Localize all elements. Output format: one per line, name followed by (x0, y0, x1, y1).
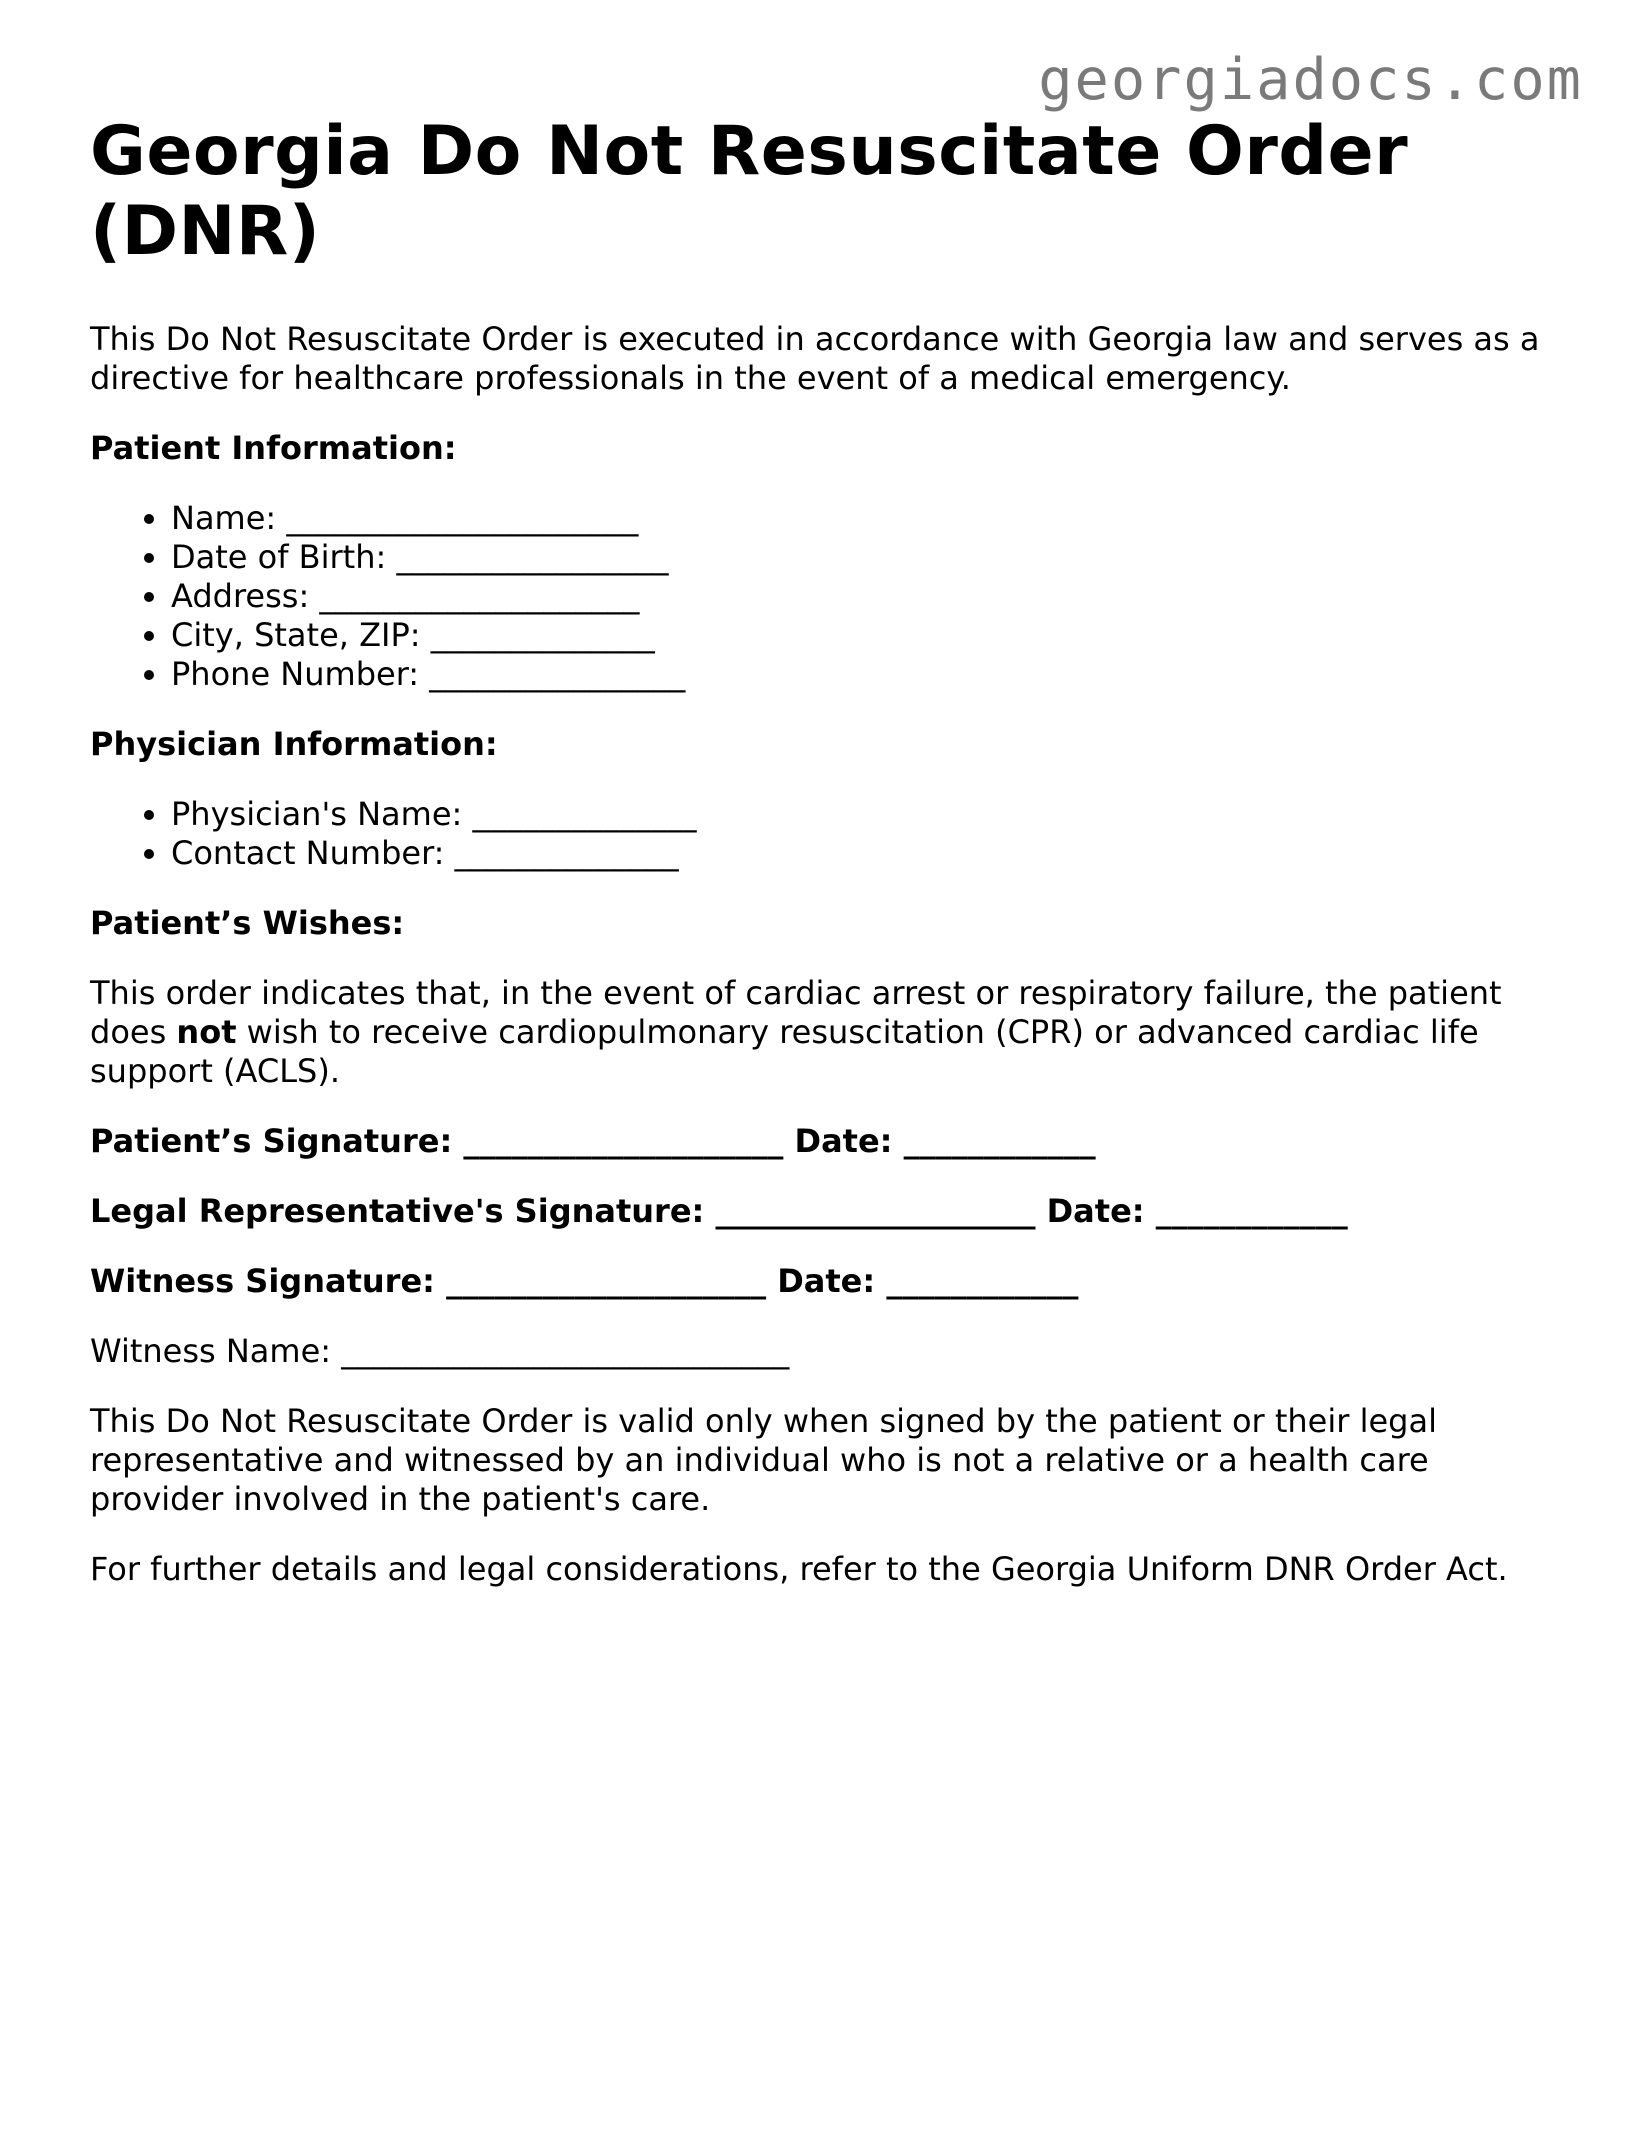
patient-info-heading: Patient Information: (90, 429, 457, 467)
address-field[interactable]: • Address: ____________________ (171, 577, 1570, 616)
witness-signature-line[interactable]: Witness Signature: ____________________ Date: ____________ (90, 1262, 1079, 1300)
patient-signature-line[interactable]: Patient’s Signature: ____________________ Date: ____________ (90, 1122, 1096, 1160)
physician-name-field[interactable]: • Physician's Name: ______________ (171, 795, 1570, 834)
patient-wishes-paragraph (90, 974, 1570, 1091)
wishes-emphasis: not (176, 1013, 237, 1051)
contact-number-field[interactable]: • Contact Number: ______________ (171, 834, 1570, 873)
validity-paragraph: This Do Not Resuscitate Order is valid only when signed by the patient or their legal representative and witnessed by an individual who is not a relative or a health care provider involved in the patient's care. (90, 1402, 1437, 1518)
patient-info-list (90, 499, 1570, 694)
witness-name-field[interactable]: Witness Name: ____________________________ (90, 1332, 790, 1370)
physician-info-heading: Physician Information: (90, 725, 498, 763)
phone-number-field[interactable]: • Phone Number: ________________ (171, 655, 1570, 694)
watermark: georgiadocs.com (1038, 47, 1583, 113)
patient-wishes-heading: Patient’s Wishes: (90, 904, 405, 942)
intro-paragraph: This Do Not Resuscitate Order is executed in accordance with Georgia law and serves as a directive for healthcare professionals in the event of a medical emergency. (90, 320, 1540, 397)
legal-representative-signature-line[interactable]: Legal Representative's Signature: ____________________ Date: ____________ (90, 1192, 1348, 1230)
wishes-text-before: This order indicates that, in the event of cardiac arrest or respiratory failure, the patient does (90, 974, 1502, 1051)
wishes-text-after: wish to receive cardiopulmonary resuscitation (CPR) or advanced cardiac life support (ACLS). (90, 1013, 1479, 1090)
further-details-paragraph: For further details and legal considerations, refer to the Georgia Uniform DNR Order Act. (90, 1550, 1508, 1588)
page-title: Georgia Do Not Resuscitate Order (DNR) (90, 112, 1409, 271)
date-of-birth-field[interactable]: • Date of Birth: _________________ (171, 538, 1570, 577)
document-body (90, 112, 1570, 1589)
city-state-zip-field[interactable]: • City, State, ZIP: ______________ (171, 616, 1570, 655)
patient-name-field[interactable]: • Name: ______________________ (171, 499, 1570, 538)
physician-info-list (90, 795, 1570, 873)
